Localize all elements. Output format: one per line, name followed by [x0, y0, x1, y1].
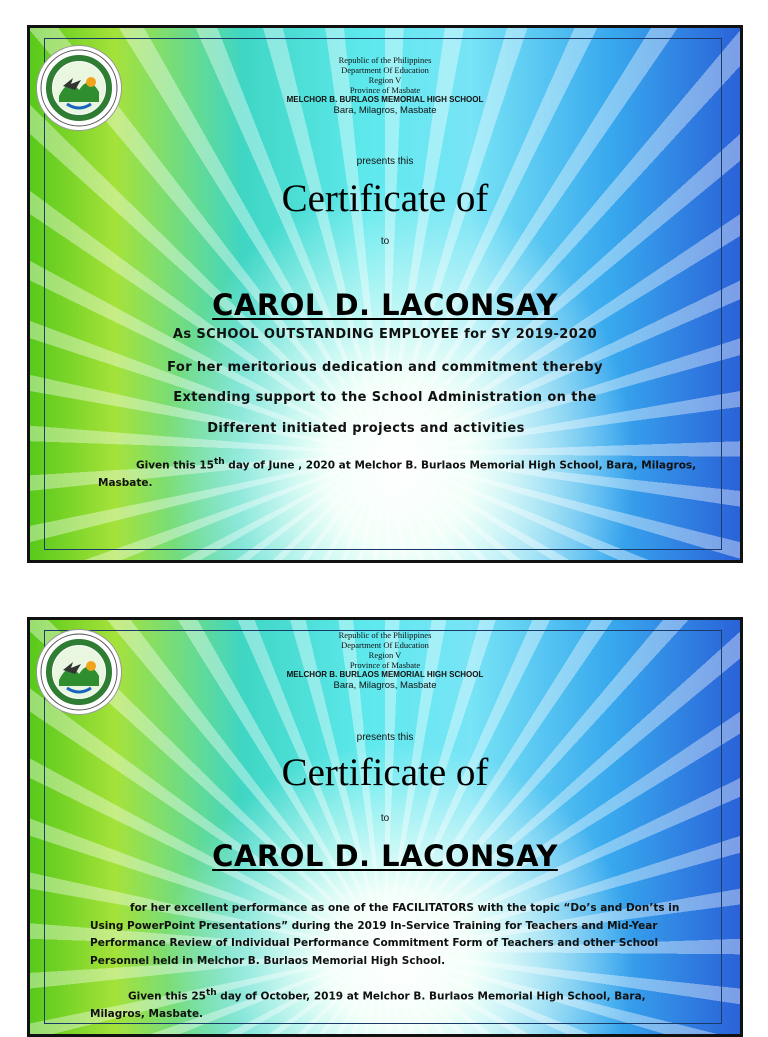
school-address: Bara, Milagros, Masbate	[333, 105, 437, 116]
body-line-3: Different initiated projects and activities	[207, 421, 525, 436]
to-text: to	[380, 813, 390, 824]
header-line-3: Region V	[368, 75, 402, 85]
header-line-2: Department Of Education	[341, 640, 429, 650]
header-line-4: Province of Masbate	[349, 660, 421, 670]
given-date	[90, 985, 700, 1023]
certificate-title: Certificate of	[281, 177, 489, 220]
header-line-2: Department Of Education	[341, 65, 429, 75]
given-prefix: Given this 25	[128, 990, 206, 1003]
header-line-1: Republic of the Philippines	[338, 630, 432, 640]
certificate-2	[27, 617, 743, 1037]
body-line-1: For her meritorious dedication and commitment thereby	[167, 360, 603, 375]
presents-text: presents this	[356, 156, 414, 167]
presents-text: presents this	[356, 732, 414, 743]
header-line-1: Republic of the Philippines	[338, 55, 432, 65]
letterhead	[30, 55, 740, 117]
award-line: As SCHOOL OUTSTANDING EMPLOYEE for SY 2019-2020	[172, 327, 598, 342]
certificate-title: Certificate of	[281, 751, 489, 794]
header-line-4: Province of Masbate	[349, 85, 421, 95]
given-prefix: Given this 15	[136, 459, 214, 472]
certificate-1	[27, 25, 743, 563]
given-suffix: day of June , 2020 at Melchor B. Burlaos Memorial High School, Bara, Milagros, Masbate.	[98, 459, 697, 489]
school-name: MELCHOR B. BURLAOS MEMORIAL HIGH SCHOOL	[286, 670, 484, 679]
school-address: Bara, Milagros, Masbate	[333, 680, 437, 691]
body-paragraph: for her excellent performance as one of the FACILITATORS with the topic “Do’s and Don’ts in Using PowerPoint Presentations” during the 2019 In-Service Training for Teachers and Mid-Year Performance Review of Individual Performance Commitment Form of Teachers and other School Personnel held in Melchor B. Burlaos Memorial High School.	[90, 902, 680, 967]
given-suffix: day of October, 2019 at Melchor B. Burlaos Memorial High School, Bara, Milagros, Masbate.	[90, 990, 646, 1020]
to-text: to	[380, 236, 390, 247]
given-date	[98, 454, 700, 492]
recipient-name: CAROL D. LACONSAY	[212, 288, 558, 322]
given-ordinal: th	[205, 988, 217, 998]
school-name: MELCHOR B. BURLAOS MEMORIAL HIGH SCHOOL	[286, 95, 484, 104]
header-line-3: Region V	[368, 650, 402, 660]
recipient-name: CAROL D. LACONSAY	[212, 839, 558, 873]
given-ordinal: th	[213, 457, 225, 467]
letterhead	[30, 630, 740, 692]
body-line-2: Extending support to the School Administration on the	[173, 390, 597, 405]
